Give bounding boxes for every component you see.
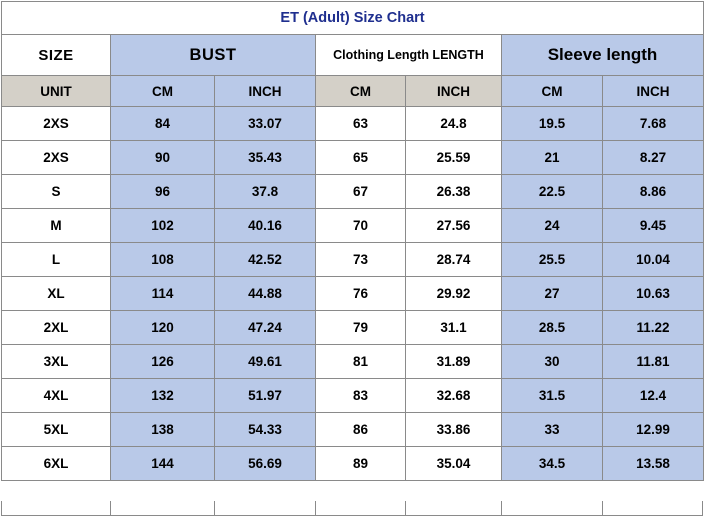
cell-bust-cm: 84 (111, 107, 215, 141)
size-chart-body (2, 2, 704, 481)
table-row (2, 107, 704, 141)
header-bust-inch: INCH (215, 76, 316, 107)
cell-size: 2XS (2, 107, 111, 141)
header-unit: UNIT (2, 76, 111, 107)
cell-bust-cm: 144 (111, 447, 215, 481)
cell-bust-inch: 42.52 (215, 243, 316, 277)
cell-size: 3XL (2, 345, 111, 379)
table-row (2, 141, 704, 175)
cell-sleeve-cm: 33 (502, 413, 603, 447)
cell-length-inch: 31.1 (406, 311, 502, 345)
table-row (2, 413, 704, 447)
cell-length-inch: 24.8 (406, 107, 502, 141)
cell-sleeve-inch: 10.63 (603, 277, 704, 311)
header-length: Clothing Length LENGTH (316, 35, 502, 76)
cell-sleeve-cm: 28.5 (502, 311, 603, 345)
cell-bust-cm: 132 (111, 379, 215, 413)
cell-size: S (2, 175, 111, 209)
cell-bust-inch: 37.8 (215, 175, 316, 209)
cell-length-inch: 27.56 (406, 209, 502, 243)
cell-length-cm: 73 (316, 243, 406, 277)
cell-sleeve-cm: 19.5 (502, 107, 603, 141)
cell-sleeve-inch: 9.45 (603, 209, 704, 243)
table-row (2, 345, 704, 379)
table-row (2, 175, 704, 209)
cell-length-inch: 25.59 (406, 141, 502, 175)
table-row (2, 209, 704, 243)
cell-length-cm: 67 (316, 175, 406, 209)
cell-bust-inch: 44.88 (215, 277, 316, 311)
cell-bust-inch: 54.33 (215, 413, 316, 447)
table-row (2, 243, 704, 277)
cell-length-inch: 33.86 (406, 413, 502, 447)
cell-length-inch: 35.04 (406, 447, 502, 481)
cell-size: L (2, 243, 111, 277)
cell-bust-cm: 138 (111, 413, 215, 447)
cell-bust-inch: 33.07 (215, 107, 316, 141)
cell-sleeve-inch: 8.27 (603, 141, 704, 175)
table-row (2, 447, 704, 481)
cell-sleeve-cm: 30 (502, 345, 603, 379)
table-row (2, 277, 704, 311)
cell-size: 5XL (2, 413, 111, 447)
cell-length-cm: 63 (316, 107, 406, 141)
cell-size: XL (2, 277, 111, 311)
cell-length-cm: 83 (316, 379, 406, 413)
cell-length-cm: 81 (316, 345, 406, 379)
cell-length-cm: 70 (316, 209, 406, 243)
header-bust-cm: CM (111, 76, 215, 107)
chart-title: ET (Adult) Size Chart (2, 2, 704, 35)
bottom-cell-1 (1, 501, 110, 516)
cell-sleeve-inch: 7.68 (603, 107, 704, 141)
cell-bust-cm: 108 (111, 243, 215, 277)
cell-length-cm: 86 (316, 413, 406, 447)
cell-bust-cm: 96 (111, 175, 215, 209)
cell-size: M (2, 209, 111, 243)
cell-sleeve-cm: 31.5 (502, 379, 603, 413)
unit-header-row (2, 76, 704, 107)
title-row (2, 2, 704, 35)
cell-size: 6XL (2, 447, 111, 481)
cell-bust-inch: 49.61 (215, 345, 316, 379)
size-chart-sheet (0, 1, 710, 517)
cell-length-cm: 65 (316, 141, 406, 175)
cell-bust-inch: 47.24 (215, 311, 316, 345)
cell-sleeve-cm: 21 (502, 141, 603, 175)
cell-length-inch: 32.68 (406, 379, 502, 413)
bottom-cell-7 (602, 501, 703, 516)
cell-bust-cm: 126 (111, 345, 215, 379)
table-row (2, 311, 704, 345)
cell-sleeve-inch: 11.81 (603, 345, 704, 379)
cell-bust-cm: 114 (111, 277, 215, 311)
header-sleeve-length: Sleeve length (502, 35, 704, 76)
header-length-inch: INCH (406, 76, 502, 107)
bottom-cell-3 (214, 501, 315, 516)
bottom-cell-2 (110, 501, 214, 516)
cell-size: 4XL (2, 379, 111, 413)
bottom-cell-5 (405, 501, 501, 516)
header-sleeve-cm: CM (502, 76, 603, 107)
cell-bust-inch: 35.43 (215, 141, 316, 175)
table-row (2, 379, 704, 413)
header-bust: BUST (111, 35, 316, 76)
bottom-cell-4 (315, 501, 405, 516)
header-sleeve-inch: INCH (603, 76, 704, 107)
cell-length-inch: 31.89 (406, 345, 502, 379)
cell-sleeve-inch: 12.99 (603, 413, 704, 447)
cell-sleeve-inch: 13.58 (603, 447, 704, 481)
sheet-bottom-edge (1, 501, 703, 516)
cell-bust-cm: 120 (111, 311, 215, 345)
cell-sleeve-cm: 25.5 (502, 243, 603, 277)
cell-sleeve-cm: 27 (502, 277, 603, 311)
cell-size: 2XS (2, 141, 111, 175)
header-size: SIZE (2, 35, 111, 76)
cell-size: 2XL (2, 311, 111, 345)
cell-sleeve-cm: 34.5 (502, 447, 603, 481)
cell-sleeve-inch: 11.22 (603, 311, 704, 345)
cell-bust-cm: 102 (111, 209, 215, 243)
cell-length-cm: 89 (316, 447, 406, 481)
cell-sleeve-inch: 10.04 (603, 243, 704, 277)
size-chart-table (1, 1, 704, 481)
cell-sleeve-cm: 22.5 (502, 175, 603, 209)
bottom-cell-6 (501, 501, 602, 516)
cell-sleeve-cm: 24 (502, 209, 603, 243)
cell-bust-inch: 56.69 (215, 447, 316, 481)
group-header-row (2, 35, 704, 76)
cell-bust-inch: 40.16 (215, 209, 316, 243)
cell-length-inch: 28.74 (406, 243, 502, 277)
cell-length-inch: 29.92 (406, 277, 502, 311)
cell-sleeve-inch: 8.86 (603, 175, 704, 209)
header-length-cm: CM (316, 76, 406, 107)
cell-length-cm: 79 (316, 311, 406, 345)
cell-bust-inch: 51.97 (215, 379, 316, 413)
cell-sleeve-inch: 12.4 (603, 379, 704, 413)
cell-length-inch: 26.38 (406, 175, 502, 209)
cell-bust-cm: 90 (111, 141, 215, 175)
cell-length-cm: 76 (316, 277, 406, 311)
